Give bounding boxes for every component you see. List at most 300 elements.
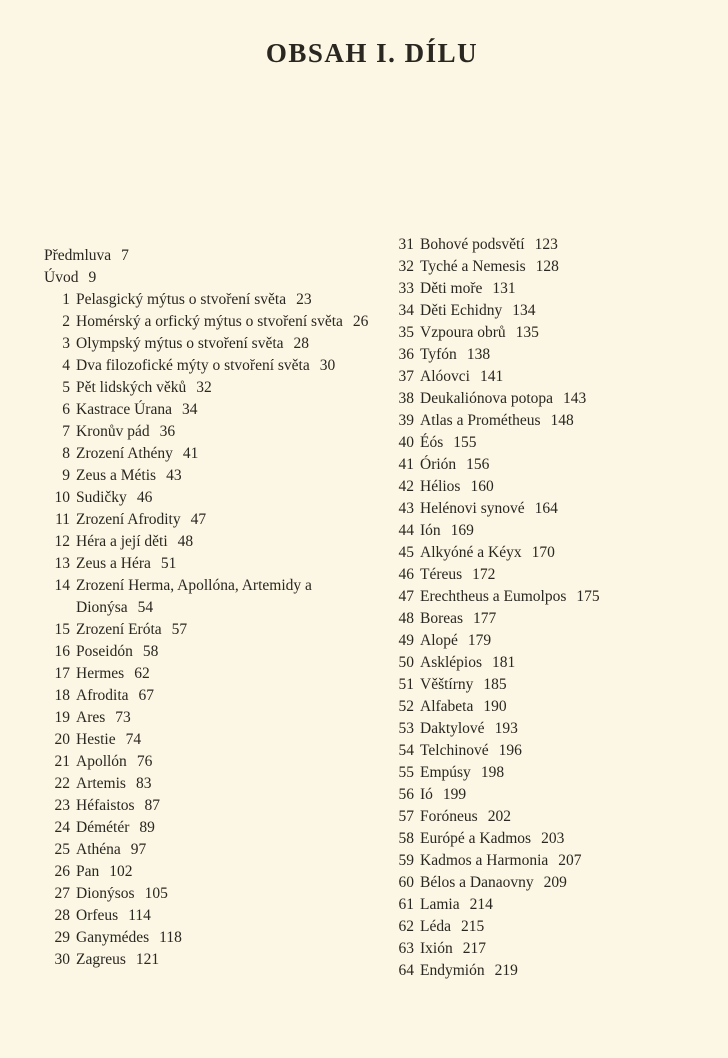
toc-entry[interactable]	[388, 652, 718, 674]
entry-body	[76, 685, 374, 707]
entry-body	[420, 256, 718, 278]
toc-entry[interactable]	[388, 894, 718, 916]
chapter-number: 3	[62, 335, 70, 352]
chapter-number: 27	[54, 885, 70, 902]
chapter-title: Olympský mýtus o stvoření světa	[76, 335, 284, 352]
chapter-number: 45	[398, 544, 414, 561]
chapter-number: 56	[398, 786, 414, 803]
entry-body	[76, 311, 374, 333]
toc-entry[interactable]	[44, 795, 374, 817]
entry-body	[76, 729, 374, 751]
toc-entry[interactable]	[388, 960, 718, 982]
chapter-number: 38	[398, 390, 414, 407]
toc-entry[interactable]	[388, 850, 718, 872]
chapter-title: Tyfón	[420, 346, 457, 363]
entry-body	[420, 410, 718, 432]
page-number: 28	[293, 335, 310, 352]
toc-entry[interactable]	[388, 278, 718, 300]
chapter-title: Zrození Afrodity	[76, 511, 181, 528]
page-number: 217	[462, 940, 486, 957]
page-number: 164	[534, 500, 558, 517]
chapter-number: 37	[398, 368, 414, 385]
entry-body	[420, 476, 718, 498]
page-number: 83	[135, 775, 152, 792]
entry-body	[76, 773, 374, 795]
chapter-number: 29	[54, 929, 70, 946]
entry-body	[44, 245, 374, 267]
toc-entry[interactable]	[44, 663, 374, 685]
chapter-number: 50	[398, 654, 414, 671]
chapter-title: Homérský a orfický mýtus o stvoření světa	[76, 313, 343, 330]
chapter-title: Věštírny	[420, 676, 474, 693]
toc-entry[interactable]	[44, 509, 374, 531]
page-number: 30	[319, 357, 336, 374]
chapter-title: Athéna	[76, 841, 121, 858]
toc-entry[interactable]	[388, 388, 718, 410]
entry-body	[420, 784, 718, 806]
chapter-title: Bélos a Danaovny	[420, 874, 534, 891]
toc-entry[interactable]	[44, 531, 374, 553]
chapter-title: Ares	[76, 709, 106, 726]
chapter-title: Zrození Eróta	[76, 621, 162, 638]
chapter-title: Empúsy	[420, 764, 471, 781]
chapter-number: 19	[54, 709, 70, 726]
toc-entry[interactable]	[388, 608, 718, 630]
chapter-number: 2	[62, 313, 70, 330]
page-number: 179	[467, 632, 492, 649]
toc-entry[interactable]	[388, 938, 718, 960]
page-number: 160	[470, 478, 494, 495]
chapter-title: Děti moře	[420, 280, 483, 297]
toc-entry[interactable]	[44, 729, 374, 751]
page-number: 170	[531, 544, 555, 561]
entry-body	[420, 300, 718, 322]
chapter-title: Dionýsos	[76, 885, 135, 902]
page-number: 76	[136, 753, 153, 770]
toc-entry[interactable]	[388, 476, 718, 498]
page-number: 97	[130, 841, 147, 858]
chapter-number: 64	[398, 962, 414, 979]
entry-body	[420, 894, 718, 916]
chapter-title: Zagreus	[76, 951, 126, 968]
toc-entry[interactable]	[388, 234, 718, 256]
page-number: 128	[535, 258, 559, 275]
chapter-title: Zeus a Métis	[76, 467, 157, 484]
entry-body	[76, 333, 374, 355]
toc-entry[interactable]	[388, 454, 718, 476]
page-number: 121	[135, 951, 160, 968]
chapter-title: Asklépios	[420, 654, 482, 671]
entry-body	[420, 806, 718, 828]
chapter-number: 21	[54, 753, 70, 770]
chapter-title: Héfaistos	[76, 797, 135, 814]
entry-body	[76, 575, 374, 619]
entry-body	[420, 322, 718, 344]
chapter-title: Artemis	[76, 775, 126, 792]
page-number: 105	[144, 885, 168, 902]
toc-entry[interactable]	[388, 674, 718, 696]
page-number: 73	[115, 709, 131, 726]
page-number: 9	[88, 269, 97, 286]
toc-entry[interactable]	[44, 949, 374, 971]
chapter-title: Dva filozofické mýty o stvoření světa	[76, 357, 310, 374]
entry-body	[76, 883, 374, 905]
chapter-title: Endymión	[420, 962, 485, 979]
toc-entry[interactable]	[388, 366, 718, 388]
toc-entry[interactable]	[388, 806, 718, 828]
chapter-title: Zrození Athény	[76, 445, 173, 462]
chapter-title: Předmluva	[44, 247, 112, 264]
toc-column-right	[388, 234, 718, 982]
chapter-title: Európé a Kadmos	[420, 830, 532, 847]
entry-body	[76, 949, 374, 971]
entry-body	[420, 542, 718, 564]
chapter-title: Telchinové	[420, 742, 489, 759]
entry-body	[420, 652, 718, 674]
entry-body	[76, 707, 374, 729]
chapter-title: Orfeus	[76, 907, 119, 924]
page-number: 134	[512, 302, 536, 319]
chapter-title: Pan	[76, 863, 100, 880]
entry-body	[420, 872, 718, 894]
page-number: 215	[460, 918, 485, 935]
toc-entry[interactable]	[388, 696, 718, 718]
chapter-number: 22	[54, 775, 70, 792]
page-number: 202	[487, 808, 511, 825]
entry-body	[76, 421, 374, 443]
chapter-number: 63	[398, 940, 414, 957]
page-number: 175	[576, 588, 600, 605]
chapter-title: Vzpoura obrů	[420, 324, 506, 341]
chapter-number: 49	[398, 632, 414, 649]
entry-body	[420, 718, 718, 740]
toc-entry[interactable]	[44, 905, 374, 927]
chapter-number: 58	[398, 830, 414, 847]
toc-entry[interactable]	[388, 344, 718, 366]
page-number: 41	[182, 445, 199, 462]
entry-body	[420, 344, 718, 366]
entry-body	[420, 366, 718, 388]
chapter-number: 11	[55, 511, 70, 528]
toc-entry[interactable]	[388, 564, 718, 586]
page-number: 118	[159, 929, 182, 946]
chapter-title: Léda	[420, 918, 451, 935]
chapter-number: 46	[398, 566, 414, 583]
toc-entry[interactable]	[44, 245, 374, 267]
entry-body	[420, 520, 718, 542]
chapter-title: Órión	[420, 456, 457, 473]
chapter-number: 57	[398, 808, 414, 825]
entry-body	[420, 960, 718, 982]
entry-body	[420, 278, 718, 300]
toc-entry[interactable]	[388, 322, 718, 344]
chapter-number: 4	[62, 357, 70, 374]
toc-entry[interactable]	[388, 916, 718, 938]
page-number: 185	[483, 676, 507, 693]
toc-entry[interactable]	[388, 586, 718, 608]
chapter-title: Éós	[420, 434, 444, 451]
chapter-number: 36	[398, 346, 414, 363]
toc-entry[interactable]	[44, 641, 374, 663]
chapter-title: Kastrace Úrana	[76, 401, 172, 418]
entry-body	[420, 608, 718, 630]
entry-body	[76, 509, 374, 531]
chapter-number: 31	[398, 236, 414, 253]
page-number: 207	[558, 852, 582, 869]
toc-entry[interactable]	[44, 355, 374, 377]
chapter-title: Zeus a Héra	[76, 555, 151, 572]
entry-body	[76, 289, 374, 311]
entry-body	[76, 751, 374, 773]
entry-body	[76, 861, 374, 883]
chapter-number: 48	[398, 610, 414, 627]
page-number: 57	[171, 621, 188, 638]
chapter-title: Hestie	[76, 731, 116, 748]
chapter-number: 17	[54, 665, 70, 682]
page-number: 141	[479, 368, 504, 385]
chapter-number: 32	[398, 258, 414, 275]
chapter-title: Boreas	[420, 610, 464, 627]
toc-column-left	[44, 245, 374, 971]
toc-entry[interactable]	[388, 872, 718, 894]
entry-body	[76, 839, 374, 861]
entry-body	[76, 795, 374, 817]
chapter-number: 7	[62, 423, 70, 440]
toc-entry[interactable]	[44, 399, 374, 421]
toc-entry[interactable]	[388, 762, 718, 784]
toc-entry[interactable]	[388, 300, 718, 322]
entry-body	[420, 630, 718, 652]
chapter-number: 20	[54, 731, 70, 748]
chapter-number: 52	[398, 698, 414, 715]
page-number: 46	[136, 489, 153, 506]
chapter-number: 61	[398, 896, 414, 913]
chapter-title: Ión	[420, 522, 441, 539]
toc-entry[interactable]	[44, 553, 374, 575]
chapter-title: Alopé	[420, 632, 458, 649]
entry-body	[420, 762, 718, 784]
page-number: 62	[134, 665, 150, 682]
page-number: 67	[138, 687, 155, 704]
chapter-title: Bohové podsvětí	[420, 236, 525, 253]
page-number: 148	[550, 412, 574, 429]
chapter-title: Tyché a Nemesis	[420, 258, 526, 275]
entry-body	[76, 817, 374, 839]
chapter-title: Ganymédes	[76, 929, 150, 946]
chapter-title: Alkyóné a Kéyx	[420, 544, 522, 561]
chapter-number: 44	[398, 522, 414, 539]
entry-body	[420, 674, 718, 696]
chapter-title: Alóovci	[420, 368, 470, 385]
toc-entry[interactable]	[44, 421, 374, 443]
entry-body	[76, 377, 374, 399]
entry-body	[76, 553, 374, 575]
chapter-title: Démétér	[76, 819, 130, 836]
toc-entry[interactable]	[44, 707, 374, 729]
entry-body	[420, 696, 718, 718]
toc-entry[interactable]	[388, 432, 718, 454]
chapter-title: Hermes	[76, 665, 125, 682]
chapter-number: 25	[54, 841, 70, 858]
chapter-number: 9	[62, 467, 70, 484]
page-number: 131	[492, 280, 516, 297]
entry-body	[76, 355, 374, 377]
toc-entry[interactable]	[388, 498, 718, 520]
chapter-number: 14	[54, 577, 70, 594]
toc-entry[interactable]	[44, 751, 374, 773]
chapter-title: Afrodita	[76, 687, 129, 704]
page-number: 177	[473, 610, 497, 627]
page-number: 58	[142, 643, 159, 660]
toc-entry[interactable]	[44, 333, 374, 355]
page-number: 51	[160, 555, 177, 572]
chapter-title: Ió	[420, 786, 433, 803]
entry-body	[44, 267, 374, 289]
chapter-title: Kronův pád	[76, 423, 150, 440]
toc-entry[interactable]	[44, 861, 374, 883]
chapter-title: Lamia	[420, 896, 460, 913]
toc-entry[interactable]	[388, 740, 718, 762]
chapter-number: 47	[398, 588, 414, 605]
chapter-number: 35	[398, 324, 414, 341]
chapter-title: Erechtheus a Eumolpos	[420, 588, 567, 605]
toc-entry[interactable]	[44, 773, 374, 795]
chapter-title: Děti Echidny	[420, 302, 503, 319]
page-number: 138	[466, 346, 491, 363]
toc-entry[interactable]	[388, 630, 718, 652]
page-number: 209	[543, 874, 567, 891]
entry-body	[76, 399, 374, 421]
toc-entry[interactable]	[44, 883, 374, 905]
entry-body	[420, 454, 718, 476]
chapter-number: 51	[398, 676, 414, 693]
page-number: 143	[563, 390, 587, 407]
chapter-title: Foróneus	[420, 808, 478, 825]
entry-body	[420, 564, 718, 586]
page-number: 198	[480, 764, 505, 781]
chapter-number: 33	[398, 280, 414, 297]
entry-body	[420, 916, 718, 938]
entry-body	[420, 850, 718, 872]
chapter-number: 10	[54, 489, 70, 506]
chapter-title: Ixión	[420, 940, 453, 957]
chapter-number: 42	[398, 478, 414, 495]
page-number: 26	[352, 313, 369, 330]
chapter-number: 28	[54, 907, 70, 924]
page-number: 114	[128, 907, 151, 924]
chapter-number: 55	[398, 764, 414, 781]
page-number: 196	[498, 742, 522, 759]
page-number: 87	[144, 797, 161, 814]
page-number: 32	[196, 379, 212, 396]
toc-entry[interactable]	[44, 839, 374, 861]
page-number: 169	[450, 522, 474, 539]
chapter-title: Pět lidských věků	[76, 379, 187, 396]
toc-entry[interactable]	[44, 487, 374, 509]
page-number: 23	[296, 291, 312, 308]
entry-body	[420, 740, 718, 762]
entry-body	[420, 586, 718, 608]
chapter-title: Sudičky	[76, 489, 127, 506]
toc-entry[interactable]	[44, 377, 374, 399]
page-number: 203	[541, 830, 565, 847]
toc-entry[interactable]	[44, 443, 374, 465]
page-number: 156	[466, 456, 490, 473]
page-number: 47	[190, 511, 207, 528]
toc-entry[interactable]	[44, 619, 374, 641]
toc-entry[interactable]	[44, 927, 374, 949]
toc-entry[interactable]	[388, 542, 718, 564]
page-number: 102	[109, 863, 133, 880]
chapter-title: Úvod	[44, 269, 79, 286]
chapter-title: Alfabeta	[420, 698, 474, 715]
toc-entry[interactable]	[44, 817, 374, 839]
chapter-number: 34	[398, 302, 414, 319]
chapter-title: Deukaliónova potopa	[420, 390, 554, 407]
entry-body	[420, 938, 718, 960]
chapter-title: Héra a její děti	[76, 533, 168, 550]
page-number: 36	[159, 423, 176, 440]
toc-entry[interactable]	[388, 828, 718, 850]
chapter-number: 1	[62, 291, 70, 308]
toc-entry[interactable]	[44, 267, 374, 289]
chapter-title: Atlas a Prométheus	[420, 412, 541, 429]
entry-body	[76, 443, 374, 465]
page-number: 181	[492, 654, 516, 671]
chapter-number: 15	[54, 621, 70, 638]
chapter-number: 26	[54, 863, 70, 880]
chapter-number: 12	[54, 533, 70, 550]
toc-entry[interactable]	[44, 465, 374, 487]
toc-entry[interactable]	[388, 718, 718, 740]
entry-body	[76, 531, 374, 553]
chapter-number: 62	[398, 918, 414, 935]
page-number: 89	[139, 819, 155, 836]
toc-entry[interactable]	[44, 289, 374, 311]
chapter-number: 40	[398, 434, 414, 451]
toc-entry[interactable]	[388, 410, 718, 432]
toc-entry[interactable]	[44, 685, 374, 707]
toc-entry[interactable]	[388, 520, 718, 542]
entry-body	[420, 388, 718, 410]
toc-entry[interactable]	[44, 311, 374, 333]
page-number: 135	[515, 324, 539, 341]
chapter-title: Zrození Herma, Apollóna, Artemidy a Dionýsa	[76, 577, 312, 616]
entry-body	[420, 828, 718, 850]
entry-body	[420, 234, 718, 256]
page-number: 34	[181, 401, 198, 418]
page-number: 193	[494, 720, 518, 737]
chapter-number: 43	[398, 500, 414, 517]
page-number: 172	[472, 566, 496, 583]
chapter-number: 54	[398, 742, 414, 759]
toc-entry[interactable]	[44, 575, 374, 619]
page-number: 214	[469, 896, 493, 913]
toc-entry[interactable]	[388, 256, 718, 278]
page-title: OBSAH I. DÍLU	[265, 38, 479, 69]
chapter-title: Daktylové	[420, 720, 485, 737]
page-number: 43	[166, 467, 182, 484]
entry-body	[76, 663, 374, 685]
chapter-title: Téreus	[420, 566, 463, 583]
chapter-number: 16	[54, 643, 70, 660]
chapter-title: Apollón	[76, 753, 127, 770]
toc-entry[interactable]	[388, 784, 718, 806]
chapter-title: Poseidón	[76, 643, 133, 660]
page-number: 190	[483, 698, 507, 715]
entry-body	[76, 487, 374, 509]
entry-body	[76, 905, 374, 927]
